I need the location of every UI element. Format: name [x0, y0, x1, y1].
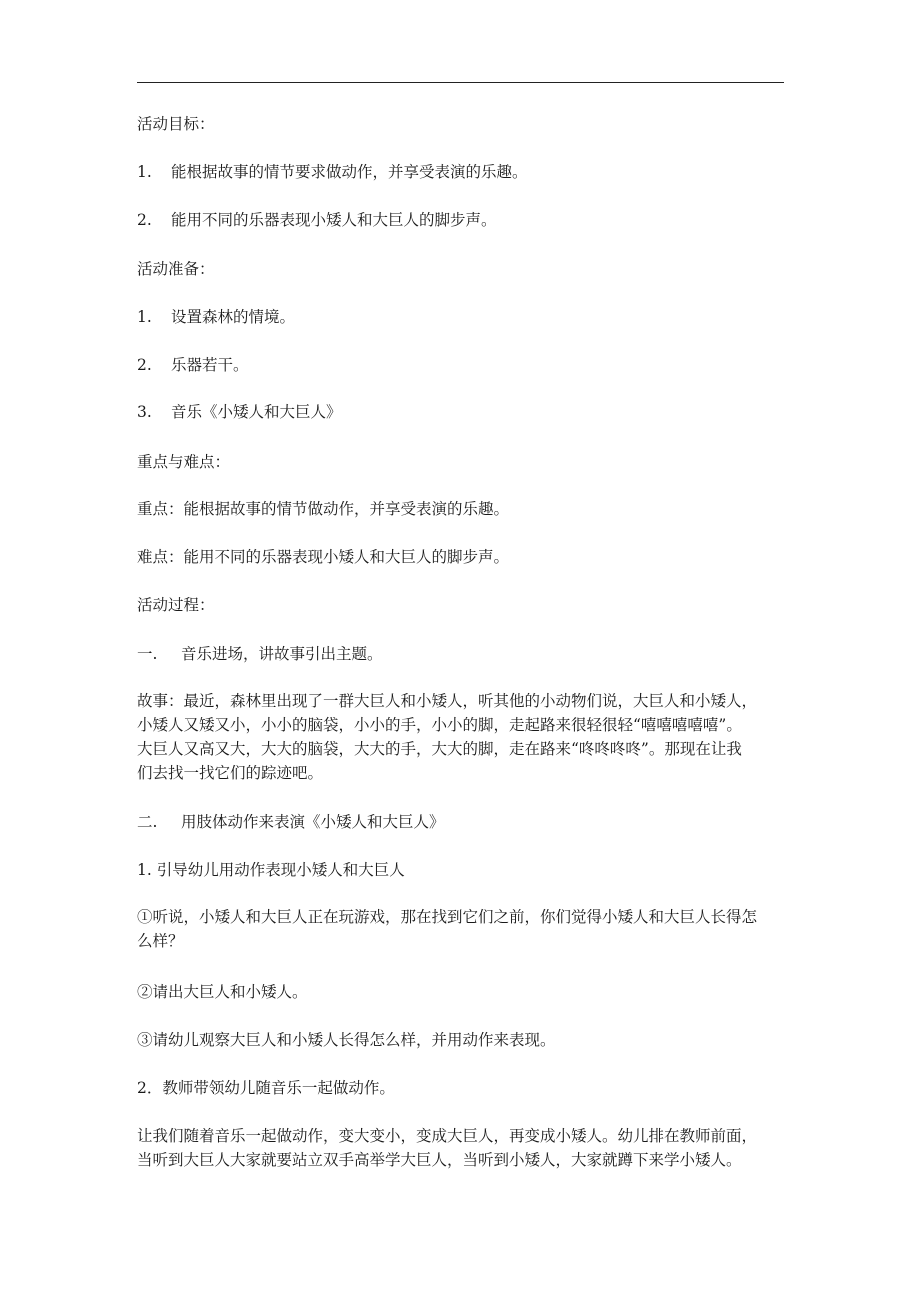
list-text: 音乐《小矮人和大巨人》	[171, 403, 342, 421]
question-three: ③请幼儿观察大巨人和小矮人长得怎么样，并用动作来表现。	[137, 1031, 556, 1049]
list-number: 2.	[137, 211, 152, 229]
goals-heading: 活动目标：	[137, 115, 215, 133]
question-line: 么样？	[137, 932, 184, 950]
story-line: 大巨人又高又大，大大的脑袋，大大的手，大大的脚，走在路来“咚咚咚咚”。那现在让我	[137, 740, 742, 758]
goal-item	[137, 209, 497, 231]
step-number: 二.	[137, 813, 158, 831]
question-two: ②请出大巨人和小矮人。	[137, 983, 308, 1001]
story-line: 故事：最近，森林里出现了一群大巨人和小矮人，听其他的小动物们说，大巨人和小矮人，	[137, 692, 758, 710]
list-number: 2.	[137, 356, 152, 374]
difficulty-point: 难点：能用不同的乐器表现小矮人和大巨人的脚步声。	[137, 548, 510, 566]
prep-heading: 活动准备：	[137, 260, 215, 278]
closing-line: 让我们随着音乐一起做动作，变大变小，变成大巨人，再变成小矮人。幼儿排在教师前面，	[137, 1127, 758, 1145]
closing-line: 当听到大巨人大家就要站立双手高举学大巨人，当听到小矮人，大家就蹲下来学小矮人。	[137, 1151, 742, 1169]
list-text: 能根据故事的情节要求做动作，并享受表演的乐趣。	[171, 163, 528, 181]
story-line: 们去找一找它们的踪迹吧。	[137, 764, 324, 782]
list-number: 1.	[137, 163, 152, 181]
list-number: 1.	[137, 308, 152, 326]
closing-paragraph	[137, 1124, 787, 1172]
header-rule	[137, 82, 784, 83]
story-line: 小矮人又矮又小，小小的脑袋，小小的手，小小的脚，走起路来很轻很轻“嘻嘻嘻嘻嘻”。	[137, 716, 742, 734]
step-text: 用肢体动作来表演《小矮人和大巨人》	[181, 813, 445, 831]
question-one	[137, 905, 787, 953]
question-line: ①听说，小矮人和大巨人正在玩游戏，那在找到它们之前，你们觉得小矮人和大巨人长得怎	[137, 908, 758, 926]
prep-item	[137, 354, 249, 376]
list-number: 3.	[137, 403, 152, 421]
prep-item	[137, 306, 295, 328]
list-text: 乐器若干。	[171, 356, 249, 374]
key-point: 重点：能根据故事的情节做动作，并享受表演的乐趣。	[137, 500, 510, 518]
step-text: 音乐进场，讲故事引出主题。	[181, 645, 383, 663]
sub-step-two: 2．教师带领幼儿随音乐一起做动作。	[137, 1079, 395, 1097]
list-text: 能用不同的乐器表现小矮人和大巨人的脚步声。	[171, 211, 497, 229]
step-one	[137, 643, 383, 665]
prep-item	[137, 401, 342, 423]
step-two	[137, 811, 445, 833]
step-number: 一.	[137, 645, 158, 663]
sub-step-one: 1. 引导幼儿用动作表现小矮人和大巨人	[137, 861, 405, 879]
list-text: 设置森林的情境。	[171, 308, 296, 326]
goal-item	[137, 161, 528, 183]
key-heading: 重点与难点：	[137, 453, 231, 471]
story-paragraph	[137, 689, 787, 785]
process-heading: 活动过程：	[137, 596, 215, 614]
